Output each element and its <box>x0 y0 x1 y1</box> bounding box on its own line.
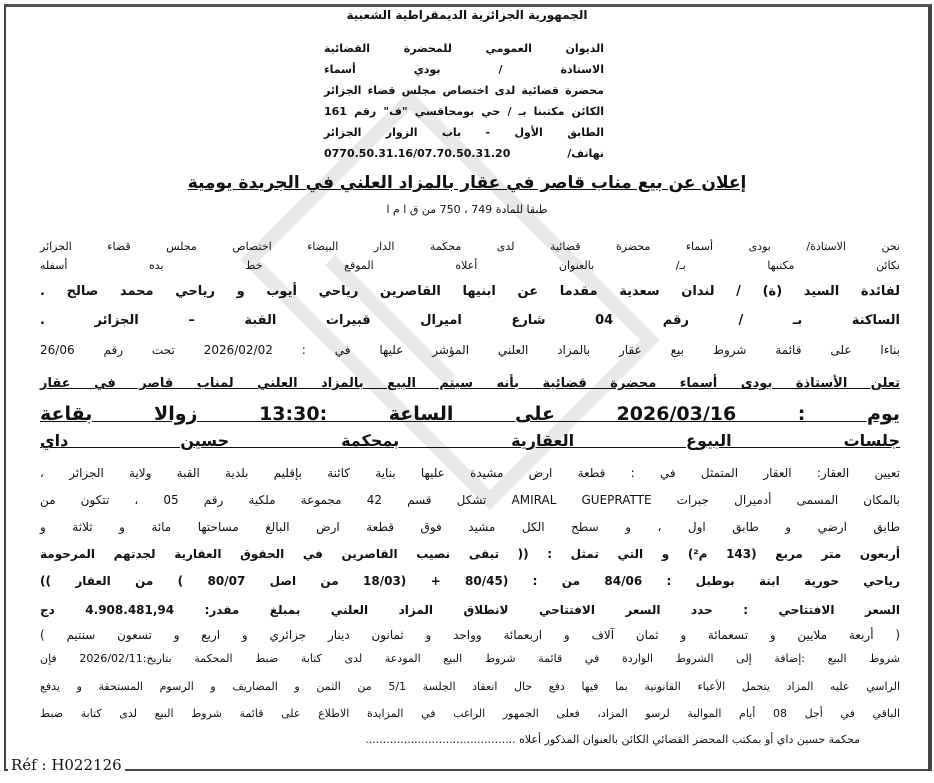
notice-title: إعلان عن بيع مناب قاصر في عقار بالمزاد العلني في الجريدة يومية <box>187 173 747 193</box>
session-place: جلسات البيوع العقارية بمحكمة حسين داي <box>40 431 900 450</box>
conditions-line: الباقي في أجل 08 أيام الموالية لرسو المزاد، فعلى الجمهور الراغب في المزايدة الاطلاع على قائمة شروط البيع لدى كتابة ضبط <box>40 707 901 720</box>
property-line: بالمكان المسمى أدميرال جبرات AMIRAL GUEPRATTE تشكل قسم 42 مجموعة ملكية رقم 05 ، تتكون من <box>40 493 900 507</box>
property-line: رياحي حورية ابنة بوطبل : 84/06 من : (80/45 + (18/03 من اصل 80/07 ) من العقار )) <box>40 574 901 588</box>
intro-line: الساكنة بـ / رقم 04 شارع اميرال قبيرات القبة – الجزائر . <box>40 313 900 328</box>
opening-price: السعر الافتتاحي : حدد السعر الافتتاحي لانطلاق المزاد العلني بمبلغ مقدر: 4.908.481,94 دج <box>40 603 901 617</box>
notice-subtitle: طبقا للمادة 749 ، 750 من ق ا م ا <box>386 203 548 216</box>
intro-line: نحن الاستاذة/ بودى أسماء محضرة قضائية لدى محكمة الدار البيضاء اختصاص مجلس قضاء الجزائر <box>40 240 900 253</box>
conditions-line: محكمة حسين داي أو بمكتب المحضر القضائي الكائن بالعنوان المذكور أعلاه ........................................... <box>365 733 860 746</box>
reference-code: Réf : H022126 <box>8 756 125 774</box>
property-line: أربعون متر مربع (143 م²) و التي تمثل : (( تبقى نصيب القاصرين في الحقوق العقارية لجدتهم المرحومة <box>40 547 900 561</box>
intro-line: نكائن مكتبها بـ/ بالعنوان أعلاه الموقع خط يده أسفله <box>40 259 900 272</box>
republic-heading: الجمهورية الجزائرية الديمقراطية الشعبية <box>346 8 588 22</box>
price-in-words: ( أربعة ملايين و تسعمائة و ثمان آلاف و اربعمائة وواحد و ثمانون دينار جزائري و اربع و تسعون سنتيم ) <box>40 628 900 642</box>
property-line: تعيين العقار: العقار المتمثل في : قطعة ارض مشيدة عليها بناية كائنة بإقليم بلدية القبة ولاية الجزائر ، <box>40 466 900 480</box>
intro-line: بناءا على قائمة شروط بيع عقار بالمزاد العلني المؤشر عليها في : 2026/02/02 تحت رقم 26/06 <box>40 343 900 357</box>
conditions-line: الراسي عليه المزاد يتحمل الأعباء القانونية بما فيها دفع حال انعقاد الجلسة 5/1 من الثمن و المصاريف و الرسوم المستحقة و يدفع <box>40 680 900 693</box>
office-line: الاستاذة / بودي أسماء <box>324 63 604 76</box>
office-line: الطابق الأول - باب الزوار الجزائر <box>324 126 604 139</box>
office-line: محضرة قضائية لدى اختصاص مجلس قضاء الجزائر <box>324 84 604 97</box>
office-line: الديوان العمومي للمحضرة القضائية <box>324 42 604 55</box>
office-phone: نهاتف/ 0770.50.31.16/07.70.50.31.20 <box>324 147 604 160</box>
announcement: تعلن الأستاذة بودى أسماء محضرة قضائية بأنه سيتم البيع بالمزاد العلني لمناب قاصر في عقار <box>40 376 900 391</box>
session-date: يوم : 2026/03/16 على الساعة :13:30 زوالا بقاعة <box>40 403 900 425</box>
property-line: طابق ارضي و طابق اول ، و سطح الكل مشيد فوق قطعة ارض البالغ مساحتها مائة و ثلاثة و <box>40 520 900 534</box>
office-line: الكائن مكتبنا بـ / حي بومحاقسي "ف" رقم 161 <box>324 105 604 118</box>
conditions-line: شروط البيع :إضافة إلى الشروط الواردة في قائمة شروط البيع المودعة لدى كتابة ضبط المحكمة بتاريخ:2026/02/11 فإن <box>40 652 900 665</box>
intro-line: لفائدة السيد (ة) / لندان سعدية مقدما عن ابنيها القاصرين رياحي أيوب و رياحي محمد صالح . <box>40 284 900 299</box>
